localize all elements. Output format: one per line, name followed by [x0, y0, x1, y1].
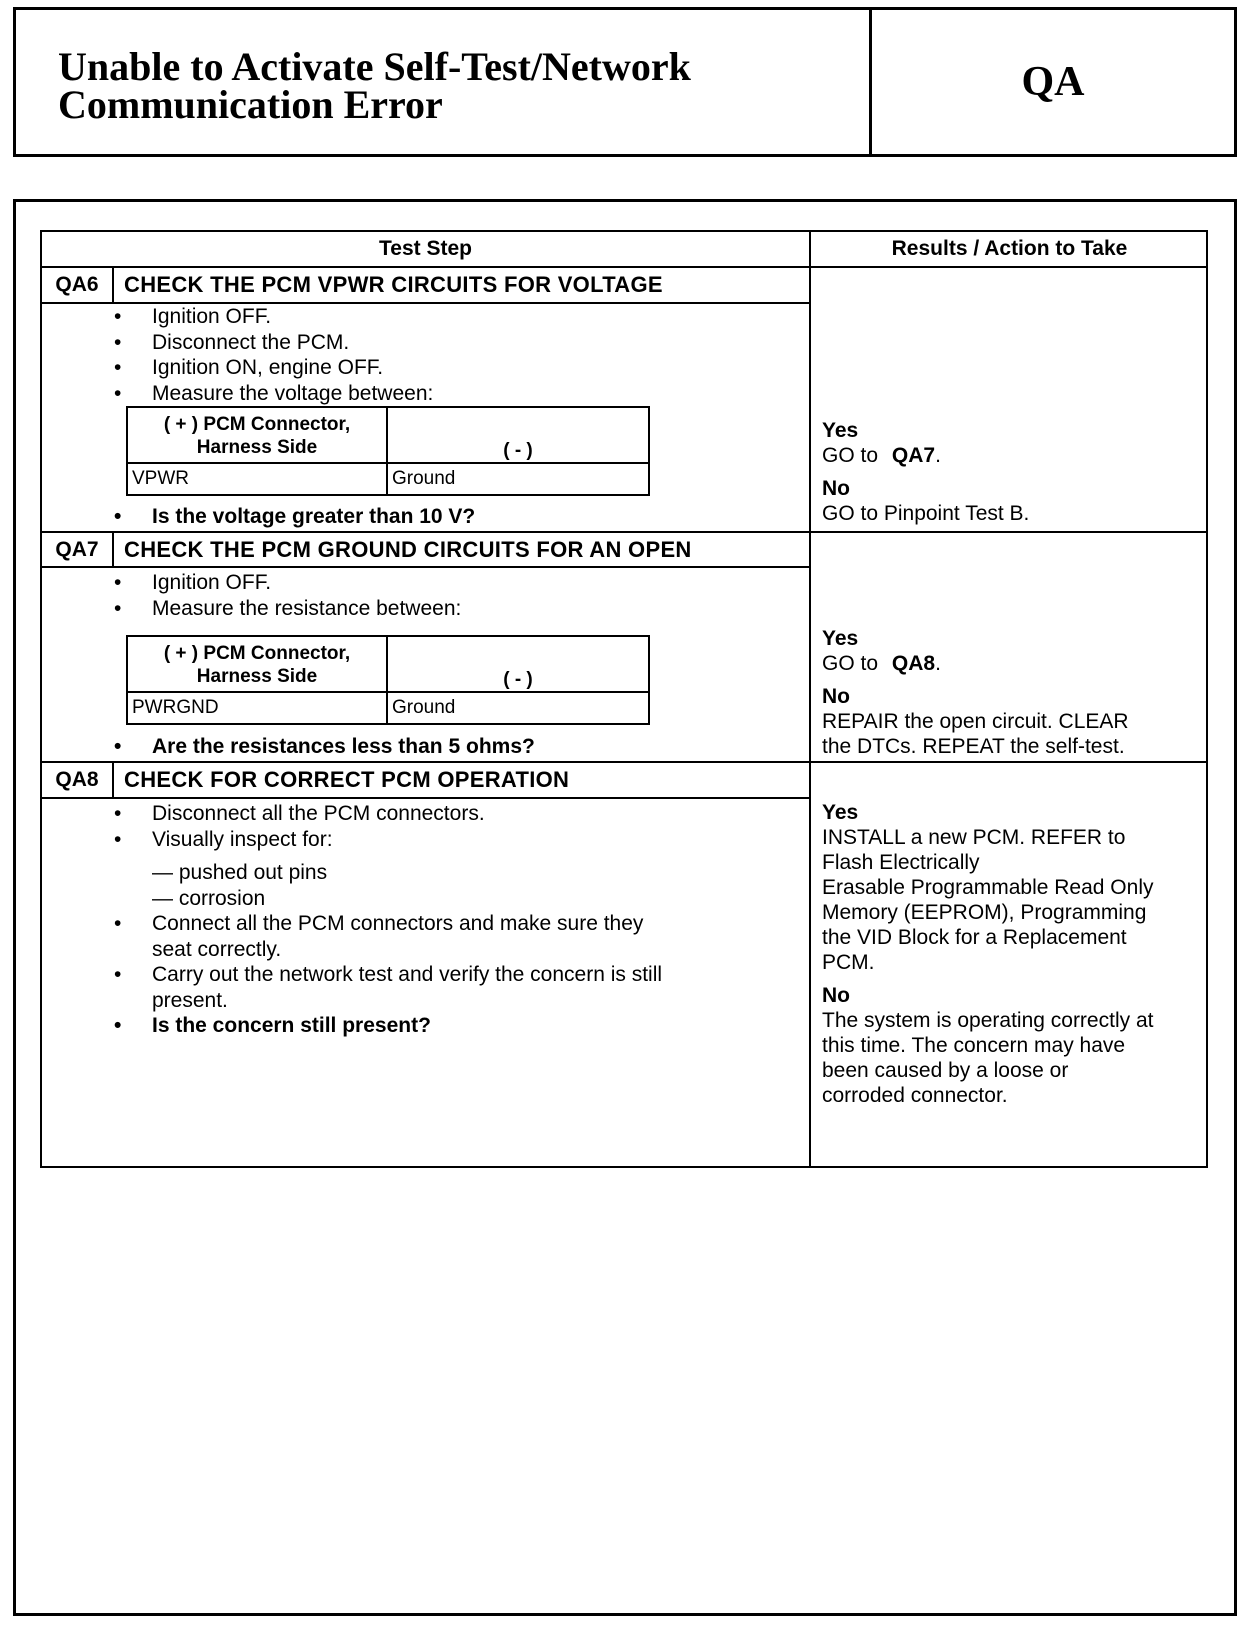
list-item	[114, 962, 804, 1013]
step-id-qa6: QA6	[55, 273, 99, 296]
measure-plus-header-line1: ( + ) PCM Connector,	[163, 414, 351, 435]
step-id-divider	[112, 268, 114, 302]
measure-plus-value: VPWR	[127, 463, 387, 495]
page-header	[13, 7, 1237, 157]
no-action-line: this time. The concern may have	[822, 1034, 1126, 1057]
measure-minus-header: ( - )	[387, 636, 649, 692]
step-id-qa8: QA8	[55, 768, 99, 791]
step-title-rule	[42, 566, 809, 568]
list-item	[114, 827, 804, 912]
page-title-line2: Communication Error	[58, 82, 443, 127]
list-item: • Disconnect all the PCM connectors.	[114, 801, 804, 827]
yes-action-line: INSTALL a new PCM. REFER to	[822, 826, 1126, 849]
yes-action-line: the VID Block for a Replacement	[822, 926, 1127, 949]
measure-plus-value: PWRGND	[127, 692, 387, 724]
measurement-table-qa6	[126, 406, 650, 496]
measure-plus-header-line2: Harness Side	[196, 437, 318, 458]
column-header-results: Results / Action to Take	[891, 237, 1128, 260]
list-item-line: seat correctly.	[152, 937, 282, 961]
no-label: No	[822, 685, 850, 708]
yes-label: Yes	[822, 627, 859, 650]
page-title-line1: Unable to Activate Self-Test/Network	[58, 44, 691, 89]
step-question-qa6	[114, 504, 475, 530]
step-title-rule	[42, 797, 809, 799]
yes-action-line: PCM.	[822, 951, 875, 974]
step-id-divider	[112, 763, 114, 797]
list-item-line: • Carry out the network test and verify the concern is still	[152, 963, 663, 986]
yes-action	[822, 443, 1202, 468]
yes-action-line: Erasable Programmable Read Only	[822, 876, 1154, 899]
list-item-text: Visually inspect for:	[152, 827, 333, 851]
no-action-line: The system is operating correctly at	[822, 1009, 1154, 1032]
no-label: No	[822, 984, 850, 1007]
step-title-qa7: CHECK THE PCM GROUND CIRCUITS FOR AN OPEN	[124, 537, 692, 562]
measurement-table-qa7	[126, 635, 650, 725]
yes-prefix: GO to	[822, 652, 879, 675]
test-step-table	[40, 230, 1208, 1168]
step-instructions-qa6	[114, 304, 433, 406]
yes-action-line: Memory (EEPROM), Programming	[822, 901, 1147, 924]
list-item-line: present.	[152, 988, 228, 1012]
list-item-line: • Connect all the PCM connectors and make sure they	[152, 912, 644, 935]
no-action-line: corroded connector.	[822, 1084, 1008, 1107]
inspect-item: — pushed out pins	[152, 861, 328, 884]
step-instructions-qa8	[114, 801, 804, 1039]
yes-target-step: QA8	[891, 652, 936, 675]
measure-minus-header: ( - )	[387, 407, 649, 463]
measure-plus-header	[127, 636, 387, 692]
results-qa6	[822, 418, 1202, 526]
yes-target-step: QA7	[891, 444, 936, 467]
step-instructions-qa7	[114, 570, 461, 621]
yes-label: Yes	[822, 419, 859, 442]
no-action: GO to Pinpoint Test B.	[822, 502, 1030, 525]
page-title	[58, 44, 691, 127]
yes-action-line: Flash Electrically	[822, 851, 980, 874]
yes-suffix: .	[935, 652, 941, 675]
yes-label: Yes	[822, 801, 859, 824]
measure-plus-header	[127, 407, 387, 463]
question-text: • Are the resistances less than 5 ohms?	[114, 734, 535, 760]
results-qa8	[822, 800, 1202, 1108]
inspect-item: — corrosion	[152, 886, 266, 910]
section-code: QA	[1021, 59, 1085, 105]
measure-minus-value: Ground	[387, 692, 649, 724]
no-label: No	[822, 477, 850, 500]
list-item	[114, 911, 804, 962]
column-divider	[809, 232, 811, 1168]
yes-prefix: GO to	[822, 444, 879, 467]
yes-suffix: .	[935, 444, 941, 467]
step-id-divider	[112, 533, 114, 566]
no-action-line1: REPAIR the open circuit. CLEAR	[822, 710, 1129, 733]
question-text: • Is the voltage greater than 10 V?	[114, 504, 475, 530]
measure-plus-header-line1: ( + ) PCM Connector,	[163, 643, 351, 664]
step-title-qa8: CHECK FOR CORRECT PCM OPERATION	[124, 767, 570, 792]
step-question-qa7	[114, 734, 535, 760]
step-id-qa7: QA7	[55, 538, 99, 561]
list-item: • Ignition OFF.	[114, 304, 433, 330]
measure-minus-value: Ground	[387, 463, 649, 495]
question-text: • Is the concern still present?	[114, 1013, 804, 1039]
column-header-test-step: Test Step	[379, 237, 472, 260]
list-item: • Ignition ON, engine OFF.	[114, 355, 433, 381]
no-action-line: been caused by a loose or	[822, 1059, 1069, 1082]
list-item: • Disconnect the PCM.	[114, 330, 433, 356]
yes-action	[822, 651, 1202, 676]
list-item: • Ignition OFF.	[114, 570, 461, 596]
list-item: • Measure the voltage between:	[114, 381, 433, 407]
measure-plus-header-line2: Harness Side	[196, 666, 318, 687]
inspect-list	[152, 860, 804, 911]
list-item: • Measure the resistance between:	[114, 596, 461, 622]
results-qa7	[822, 626, 1202, 759]
step-title-qa6: CHECK THE PCM VPWR CIRCUITS FOR VOLTAGE	[124, 272, 663, 297]
no-action-line2: the DTCs. REPEAT the self-test.	[822, 735, 1125, 758]
